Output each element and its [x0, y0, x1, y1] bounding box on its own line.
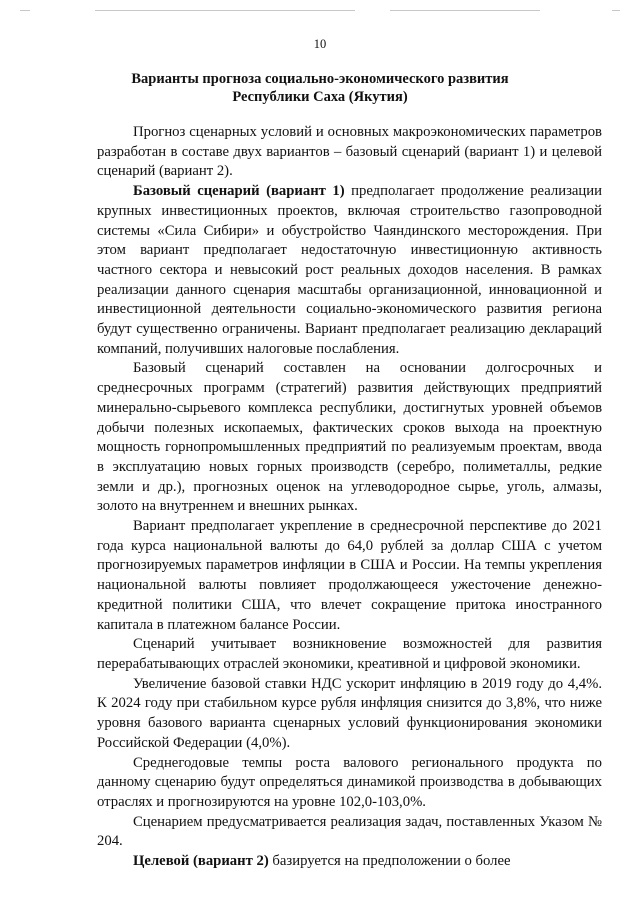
body-text	[97, 123, 602, 872]
paragraph-text: базируется на предположении о более	[268, 853, 511, 870]
paragraph-text: Сценарий учитывает возникновение возможностей для развития перерабатывающих отраслей экономики, креативной и цифровой экономики.	[97, 636, 602, 672]
page-title	[80, 70, 560, 106]
paragraph-intro	[97, 123, 602, 182]
paragraph-lead: Целевой (вариант 2)	[133, 853, 269, 870]
paragraph-currency	[97, 517, 602, 635]
scan-artifact-line	[612, 10, 620, 11]
paragraph-grp	[97, 754, 602, 813]
paragraph-text: Базовый сценарий составлен на основании долгосрочных и среднесрочных программ (стратегий) развития действующих предприятий минерально-сырьевого комплекса республики, достигнутых уровней объемов добычи полезных ископаемых, фактических сроков выхода на проектную мощность горнопромышленных предприятий по реализуемым проектам, ввода в эксплуатацию новых горных производств (серебро, полиметаллы, редкие земли и др.), прогнозных оценок на углеводородное сырье, уголь, алмазы, золото на внутреннем и внешних рынках.	[97, 360, 602, 515]
paragraph-base-basis	[97, 359, 602, 517]
title-line-2: Республики Саха (Якутия)	[232, 89, 408, 105]
paragraph-target-scenario	[97, 852, 602, 872]
paragraph-text: Прогноз сценарных условий и основных макроэкономических параметров разработан в составе двух вариантов – базовый сценарий (вариант 1) и целевой сценарий (вариант 2).	[97, 124, 602, 180]
paragraph-text: Увеличение базовой ставки НДС ускорит инфляцию в 2019 году до 4,4%. К 2024 году при стабильном курсе рубля инфляция снизится до 3,8%, что ниже уровня базового варианта сценарных условий функционирования экономики Российской Федерации (4,0%).	[97, 675, 602, 751]
title-line-1: Варианты прогноза социально-экономического развития	[131, 71, 509, 87]
paragraph-lead: Базовый сценарий (вариант 1)	[133, 183, 345, 200]
paragraph-text: предполагает продолжение реализации крупных инвестиционных проектов, включая строительство газопроводной системы «Сила Сибири» и обустройство Чаяндинского месторождения. При этом вариант предполагает недостаточную инвестиционную активность частного сектора и невысокий рост реальных доходов населения. В рамках реализации данного сценария масштабы организационной, инновационной и инвестиционной деятельности социально-экономического развития региона будут существенно ограничены. Вариант предполагает реализацию деклараций компаний, получивших налоговые послабления.	[97, 183, 602, 357]
paragraph-opportunities	[97, 635, 602, 674]
scan-artifact-line	[20, 10, 30, 11]
paragraph-text: Среднегодовые темпы роста валового регионального продукта по данному сценарию будут определяться динамикой производства в добывающих отраслях и прогнозируются на уровне 102,0-103,0%.	[97, 754, 602, 810]
page-number: 10	[313, 37, 327, 51]
paragraph-text: Сценарием предусматривается реализация задач, поставленных Указом № 204.	[97, 813, 602, 850]
paragraph-decree	[97, 813, 602, 852]
paragraph-inflation	[97, 675, 602, 754]
scan-artifact-line	[95, 10, 355, 11]
scan-artifact-line	[390, 10, 540, 11]
paragraph-base-scenario	[97, 182, 602, 359]
paragraph-text: Вариант предполагает укрепление в среднесрочной перспективе до 2021 года курса национальной валюты до 64,0 рублей за доллар США с учетом прогнозируемых параметров инфляции в США и России. На темпы укрепления национальной валюты повлияет продолжающееся ужесточение денежно-кредитной политики США, что влечет сокращение притока иностранного капитала в платежном балансе России.	[97, 518, 602, 633]
